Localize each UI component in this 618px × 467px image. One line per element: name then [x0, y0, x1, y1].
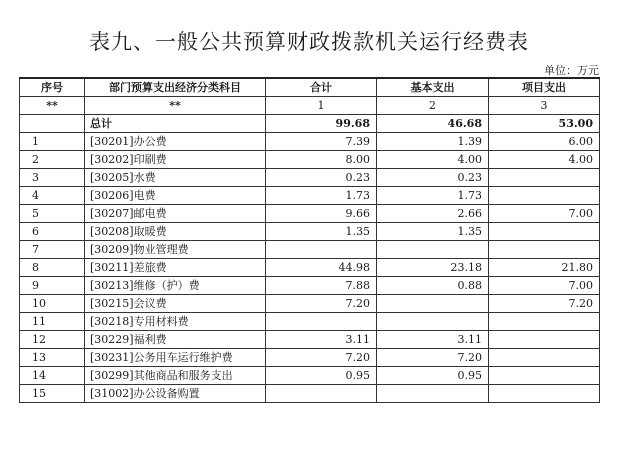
row-seq: 12: [20, 330, 85, 348]
table-row: [20, 222, 600, 240]
index-row: [20, 96, 600, 114]
row-total: 0.23: [266, 168, 377, 186]
table-row: [20, 168, 600, 186]
row-project: [489, 168, 600, 186]
row-basic: [377, 384, 489, 402]
row-category: [30206]电费: [85, 186, 266, 204]
row-project: [489, 366, 600, 384]
row-seq: 7: [20, 240, 85, 258]
row-seq: 4: [20, 186, 85, 204]
header-row: [20, 78, 600, 96]
row-project: 4.00: [489, 150, 600, 168]
expense-table: [19, 77, 600, 403]
total-seq: [20, 114, 85, 132]
row-basic: [377, 312, 489, 330]
table-row: [20, 240, 600, 258]
row-project: 7.00: [489, 204, 600, 222]
row-basic: 3.11: [377, 330, 489, 348]
row-category: [30215]会议费: [85, 294, 266, 312]
row-seq: 1: [20, 132, 85, 150]
row-project: [489, 186, 600, 204]
row-category: [30299]其他商品和服务支出: [85, 366, 266, 384]
row-seq: 15: [20, 384, 85, 402]
row-basic: 7.20: [377, 348, 489, 366]
row-category: [31002]办公设备购置: [85, 384, 266, 402]
table-row: [20, 330, 600, 348]
row-project: 7.00: [489, 276, 600, 294]
row-seq: 8: [20, 258, 85, 276]
table-row: [20, 132, 600, 150]
row-project: [489, 348, 600, 366]
total-project: 53.00: [489, 114, 600, 132]
total-amount: 99.68: [266, 114, 377, 132]
row-category: [30205]水费: [85, 168, 266, 186]
unit-label: 单位：万元: [544, 64, 599, 77]
row-total: 1.73: [266, 186, 377, 204]
row-seq: 13: [20, 348, 85, 366]
row-basic: 0.88: [377, 276, 489, 294]
table-row: [20, 150, 600, 168]
table-header: [20, 78, 600, 96]
row-category: [30231]公务用车运行维护费: [85, 348, 266, 366]
table-row: [20, 204, 600, 222]
row-category: [30207]邮电费: [85, 204, 266, 222]
row-project: [489, 240, 600, 258]
table-row: [20, 348, 600, 366]
header-basic: 基本支出: [377, 78, 489, 96]
row-basic: [377, 294, 489, 312]
row-project: [489, 330, 600, 348]
row-basic: 0.23: [377, 168, 489, 186]
row-total: 8.00: [266, 150, 377, 168]
row-project: [489, 312, 600, 330]
row-seq: 6: [20, 222, 85, 240]
table-row: [20, 258, 600, 276]
row-category: [30209]物业管理费: [85, 240, 266, 258]
row-project: [489, 222, 600, 240]
row-category: [30211]差旅费: [85, 258, 266, 276]
row-category: [30208]取暖费: [85, 222, 266, 240]
row-seq: 5: [20, 204, 85, 222]
row-total: 7.20: [266, 348, 377, 366]
index-project: 3: [489, 96, 600, 114]
row-category: [30229]福利费: [85, 330, 266, 348]
row-basic: 1.39: [377, 132, 489, 150]
row-seq: 3: [20, 168, 85, 186]
row-project: 21.80: [489, 258, 600, 276]
index-seq: **: [20, 96, 85, 114]
row-total: 9.66: [266, 204, 377, 222]
header-seq: 序号: [20, 78, 85, 96]
page-title: 表九、一般公共预算财政拨款机关运行经费表: [89, 30, 529, 54]
row-total: 7.20: [266, 294, 377, 312]
table-row: [20, 366, 600, 384]
total-basic: 46.68: [377, 114, 489, 132]
table-body: [20, 96, 600, 402]
header-total: 合计: [266, 78, 377, 96]
row-basic: 1.73: [377, 186, 489, 204]
row-category: [30218]专用材料费: [85, 312, 266, 330]
row-basic: 23.18: [377, 258, 489, 276]
row-basic: 2.66: [377, 204, 489, 222]
row-basic: 4.00: [377, 150, 489, 168]
row-basic: [377, 240, 489, 258]
row-basic: 1.35: [377, 222, 489, 240]
row-category: [30202]印刷费: [85, 150, 266, 168]
row-seq: 14: [20, 366, 85, 384]
row-project: [489, 384, 600, 402]
row-total: [266, 240, 377, 258]
row-seq: 2: [20, 150, 85, 168]
row-total: 44.98: [266, 258, 377, 276]
row-total: 7.88: [266, 276, 377, 294]
index-basic: 2: [377, 96, 489, 114]
header-category: 部门预算支出经济分类科目: [85, 78, 266, 96]
row-total: 0.95: [266, 366, 377, 384]
row-seq: 11: [20, 312, 85, 330]
total-label: 总计: [85, 114, 266, 132]
table-row: [20, 186, 600, 204]
row-total: [266, 312, 377, 330]
total-row: [20, 114, 600, 132]
row-category: [30213]维修（护）费: [85, 276, 266, 294]
row-total: 1.35: [266, 222, 377, 240]
table-row: [20, 276, 600, 294]
header-project: 项目支出: [489, 78, 600, 96]
index-total: 1: [266, 96, 377, 114]
row-total: [266, 384, 377, 402]
row-seq: 10: [20, 294, 85, 312]
row-project: 7.20: [489, 294, 600, 312]
row-total: 3.11: [266, 330, 377, 348]
row-basic: 0.95: [377, 366, 489, 384]
table-row: [20, 312, 600, 330]
table-row: [20, 384, 600, 402]
table-row: [20, 294, 600, 312]
row-seq: 9: [20, 276, 85, 294]
row-category: [30201]办公费: [85, 132, 266, 150]
index-category: **: [85, 96, 266, 114]
row-total: 7.39: [266, 132, 377, 150]
row-project: 6.00: [489, 132, 600, 150]
